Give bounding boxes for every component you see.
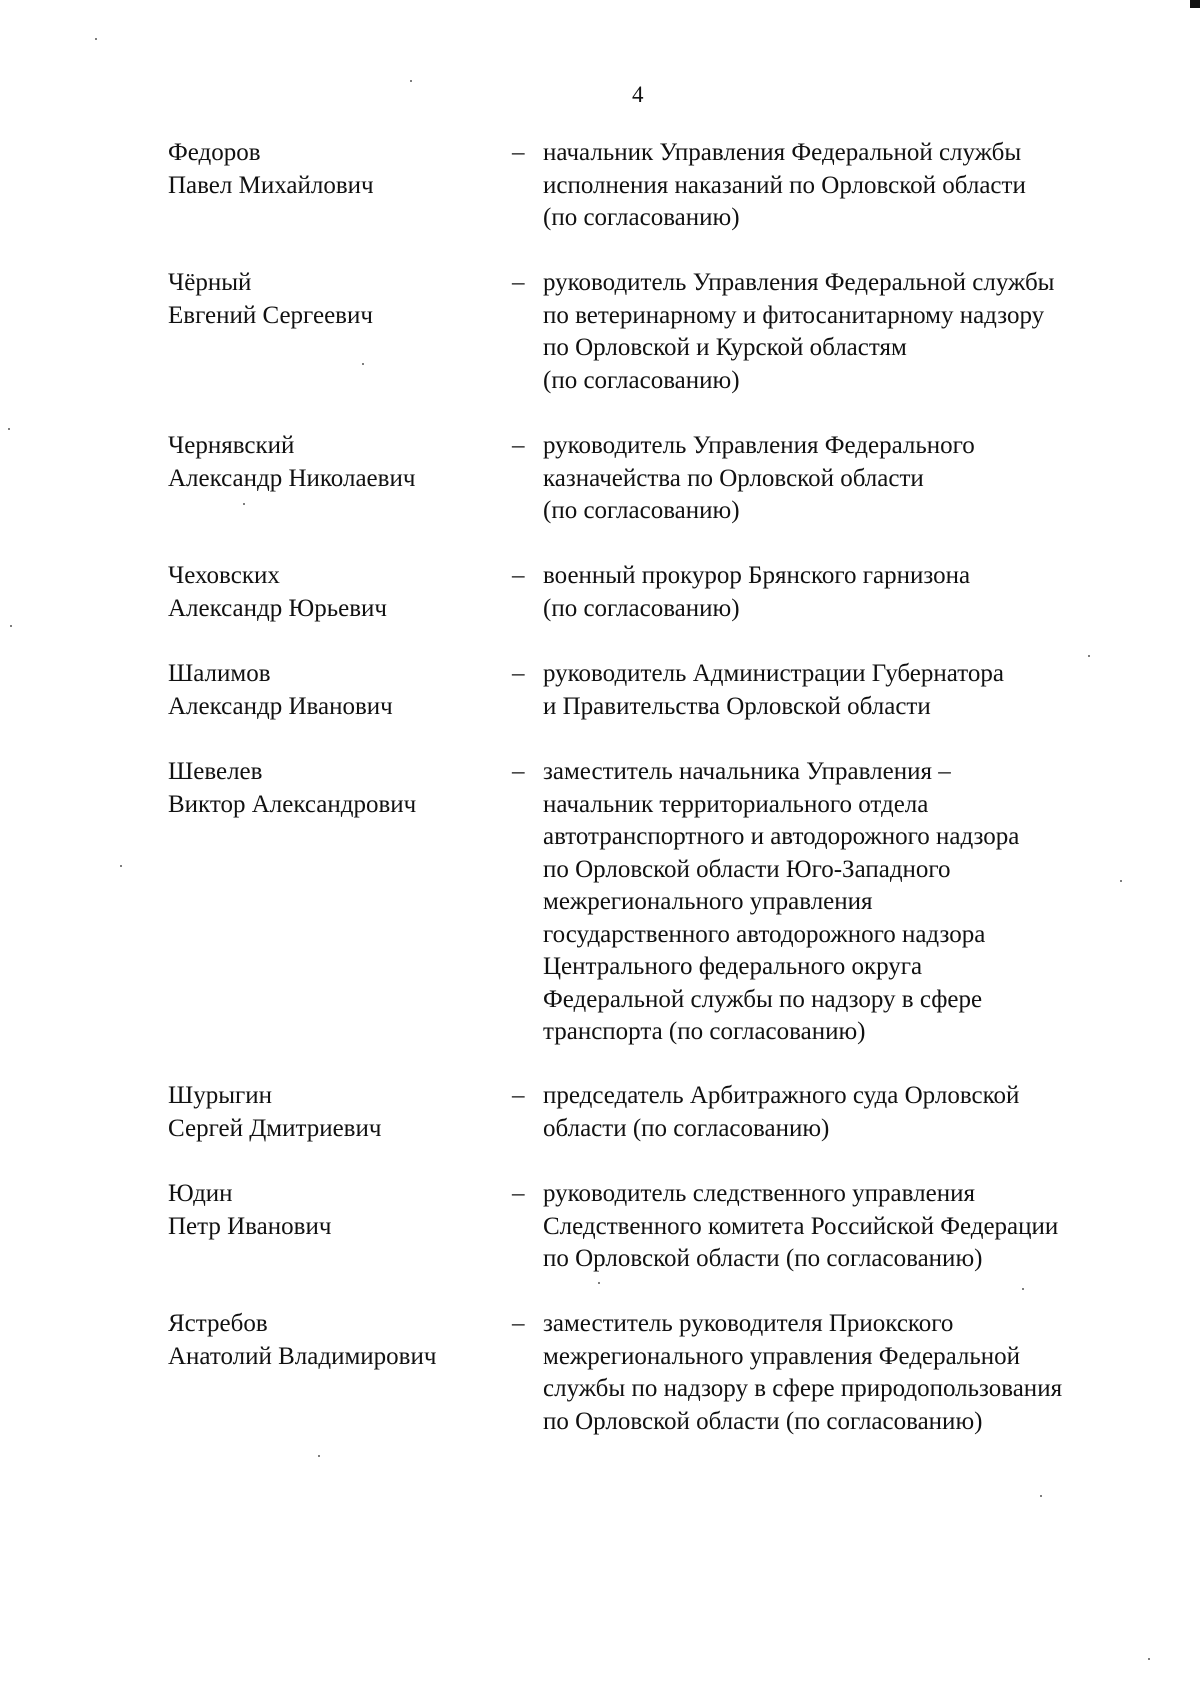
position-line: по Орловской и Курской областям: [543, 334, 907, 361]
scan-speck: [1148, 1658, 1150, 1660]
position-line: по Орловской области (по согласованию): [543, 1407, 983, 1435]
dash-separator: –: [512, 432, 525, 459]
member-name: [168, 137, 498, 202]
scan-speck: [1022, 1288, 1024, 1290]
member-name: [168, 267, 498, 332]
position-line: и Правительства Орловской области: [543, 692, 931, 720]
member-surname: Юдин: [168, 1180, 233, 1207]
member-name: [168, 430, 498, 495]
member-position: [543, 1178, 1143, 1276]
position-line: исполнения наказаний по Орловской области: [543, 171, 1026, 199]
scan-speck: [8, 428, 10, 430]
position-line: руководитель Администрации Губернатора: [543, 660, 1004, 687]
dash-separator: –: [512, 660, 525, 687]
position-line: (по согласованию): [543, 497, 740, 524]
position-line: руководитель Управления Федеральной службы: [543, 269, 1055, 296]
member-surname: Чернявский: [168, 432, 295, 459]
member-name: [168, 560, 498, 625]
member-position: [543, 756, 1143, 1049]
member-given-names: Александр Иванович: [168, 692, 393, 720]
position-line: межрегионального управления Федеральной: [543, 1342, 1021, 1370]
member-surname: Шалимов: [168, 660, 271, 687]
position-line: Федеральной службы по надзору в сфере: [543, 985, 983, 1013]
position-line: начальник Управления Федеральной службы: [543, 139, 1022, 166]
member-position: [543, 658, 1143, 723]
member-position: [543, 560, 1143, 625]
member-name: [168, 1178, 498, 1243]
member-given-names: Анатолий Владимирович: [168, 1342, 437, 1370]
scan-speck: [1040, 1495, 1042, 1497]
scan-corner-mark: [1190, 0, 1200, 8]
position-line: руководитель Управления Федерального: [543, 432, 975, 459]
page-number: 4: [632, 82, 644, 107]
position-line: по Орловской области (по согласованию): [543, 1245, 983, 1272]
scan-speck: [1088, 655, 1090, 657]
dash-separator: –: [512, 1310, 525, 1337]
scan-speck: [10, 625, 12, 627]
member-surname: Ястребов: [168, 1310, 268, 1337]
member-surname: Шурыгин: [168, 1082, 273, 1109]
scan-speck: [243, 503, 245, 505]
member-position: [543, 430, 1143, 528]
dash-separator: –: [512, 1180, 525, 1207]
member-given-names: Павел Михайлович: [168, 171, 374, 199]
member-position: [543, 137, 1143, 235]
member-surname: Федоров: [168, 139, 261, 166]
member-position: [543, 1308, 1143, 1438]
position-line: председатель Арбитражного суда Орловской: [543, 1082, 1020, 1109]
position-line: заместитель начальника Управления –: [543, 758, 951, 785]
position-line: Следственного комитета Российской Федерации: [543, 1212, 1059, 1240]
member-given-names: Александр Николаевич: [168, 464, 416, 492]
member-given-names: Александр Юрьевич: [168, 594, 387, 622]
member-name: [168, 658, 498, 723]
member-position: [543, 267, 1143, 397]
position-line: службы по надзору в сфере природопользования: [543, 1375, 1063, 1402]
member-given-names: Евгений Сергеевич: [168, 301, 373, 329]
position-line: (по согласованию): [543, 594, 740, 622]
position-line: заместитель руководителя Приокского: [543, 1310, 954, 1337]
position-line: по Орловской области Юго-Западного: [543, 855, 951, 883]
dash-separator: –: [512, 269, 525, 296]
position-line: (по согласованию): [543, 366, 740, 394]
dash-separator: –: [512, 139, 525, 166]
position-line: военный прокурор Брянского гарнизона: [543, 562, 971, 589]
member-name: [168, 756, 498, 821]
position-line: государственного автодорожного надзора: [543, 920, 986, 948]
member-position: [543, 1080, 1143, 1145]
scan-speck: [598, 1282, 600, 1284]
member-given-names: Виктор Александрович: [168, 790, 417, 818]
dash-separator: –: [512, 758, 525, 785]
member-surname: Шевелев: [168, 758, 263, 785]
position-line: казначейства по Орловской области: [543, 464, 924, 492]
member-name: [168, 1308, 498, 1373]
position-line: руководитель следственного управления: [543, 1180, 975, 1207]
position-line: межрегионального управления: [543, 888, 873, 915]
position-line: транспорта (по согласованию): [543, 1018, 866, 1045]
member-surname: Чеховских: [168, 562, 280, 589]
member-surname: Чёрный: [168, 269, 252, 296]
scan-speck: [120, 865, 122, 867]
scan-speck: [362, 363, 364, 365]
position-line: начальник территориального отдела: [543, 790, 929, 818]
position-line: области (по согласованию): [543, 1114, 830, 1142]
member-given-names: Петр Иванович: [168, 1212, 332, 1240]
scan-speck: [95, 38, 97, 40]
position-line: автотранспортного и автодорожного надзора: [543, 823, 1020, 850]
scan-speck: [410, 80, 412, 82]
member-name: [168, 1080, 498, 1145]
scan-speck: [1120, 880, 1122, 882]
dash-separator: –: [512, 562, 525, 589]
position-line: Центрального федерального округа: [543, 953, 923, 980]
position-line: (по согласованию): [543, 204, 740, 231]
dash-separator: –: [512, 1082, 525, 1109]
scan-speck: [318, 1455, 320, 1457]
member-given-names: Сергей Дмитриевич: [168, 1114, 382, 1142]
position-line: по ветеринарному и фитосанитарному надзору: [543, 301, 1045, 329]
